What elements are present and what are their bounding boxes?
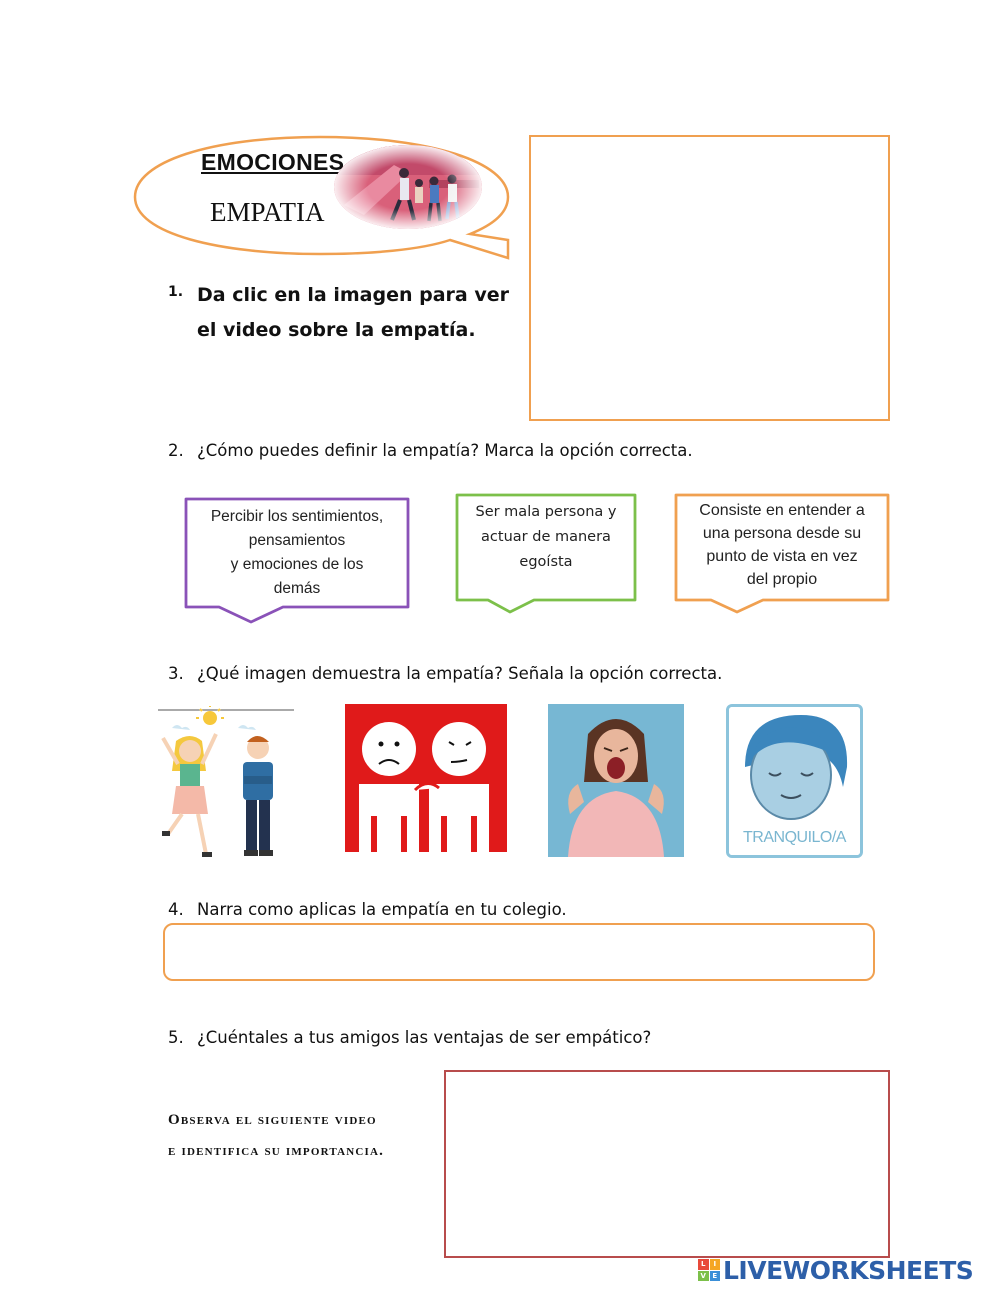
- answer-text-field[interactable]: [163, 923, 875, 981]
- question-5-text: ¿Cuéntales a tus amigos las ventajas de ser empático?: [197, 1028, 652, 1047]
- option-1-line1: Percibir los sentimientos,: [210, 508, 384, 525]
- question-1-line1: Da clic en la imagen para ver: [197, 284, 509, 306]
- question-3-text: ¿Qué imagen demuestra la empatía? Señala la opción correcta.: [197, 664, 723, 683]
- logo-mark-l: L: [698, 1259, 709, 1270]
- option-2-line3: egoísta: [519, 554, 573, 570]
- observe-instruction-line1: Observa el siguiente video: [168, 1112, 377, 1128]
- option-1-line4: demás: [273, 580, 321, 597]
- option-3-line2: una persona desde su: [702, 525, 862, 542]
- logo-mark-i: I: [710, 1259, 721, 1270]
- question-4-text: Narra como aplicas la empatía en tu colegio.: [197, 900, 567, 919]
- option-3-line3: punto de vista en vez: [706, 548, 858, 565]
- option-2-line1: Ser mala persona y: [475, 504, 617, 520]
- option-3-text[interactable]: [680, 499, 884, 591]
- calm-face-label: TRANQUILO/A: [743, 829, 846, 846]
- option-2-text[interactable]: [460, 500, 632, 575]
- image-option-children[interactable]: [158, 706, 296, 862]
- question-2-number: 2.: [168, 441, 184, 460]
- logo-mark-v: V: [698, 1271, 709, 1282]
- observe-instruction-line2: e identifica su importancia.: [168, 1143, 385, 1159]
- title-subheading: EMPATIA: [210, 197, 325, 227]
- option-1-line2: pensamientos: [248, 532, 346, 549]
- logo-mark-e: E: [710, 1271, 721, 1282]
- option-3-line1: Consiste en entender a: [699, 502, 865, 519]
- video-placeholder-2[interactable]: [444, 1070, 890, 1258]
- question-1-line2: el video sobre la empatía.: [197, 319, 476, 341]
- question-2-text: ¿Cómo puedes definir la empatía? Marca la opción correcta.: [197, 441, 693, 460]
- title-dance-image[interactable]: [334, 145, 482, 229]
- image-option-calm-face[interactable]: [726, 704, 863, 858]
- question-1-text: [197, 278, 527, 348]
- option-3-line4: del propio: [746, 571, 818, 588]
- option-1-text[interactable]: [188, 505, 406, 601]
- liveworksheets-logo-text: LIVEWORKSHEETS: [723, 1255, 974, 1285]
- option-1-line3: y emociones de los: [230, 556, 364, 573]
- title-heading: EMOCIONES: [201, 149, 345, 175]
- liveworksheets-logo: [698, 1255, 973, 1285]
- image-option-screaming-woman[interactable]: [548, 704, 684, 857]
- question-1-number: 1.: [168, 284, 184, 300]
- image-option-comfort[interactable]: [345, 704, 507, 852]
- question-5-number: 5.: [168, 1028, 184, 1047]
- question-4-number: 4.: [168, 900, 184, 919]
- video-placeholder-1[interactable]: [529, 135, 890, 421]
- question-3-number: 3.: [168, 664, 184, 683]
- liveworksheets-logo-icon: [698, 1259, 720, 1281]
- option-2-line2: actuar de manera: [481, 529, 611, 545]
